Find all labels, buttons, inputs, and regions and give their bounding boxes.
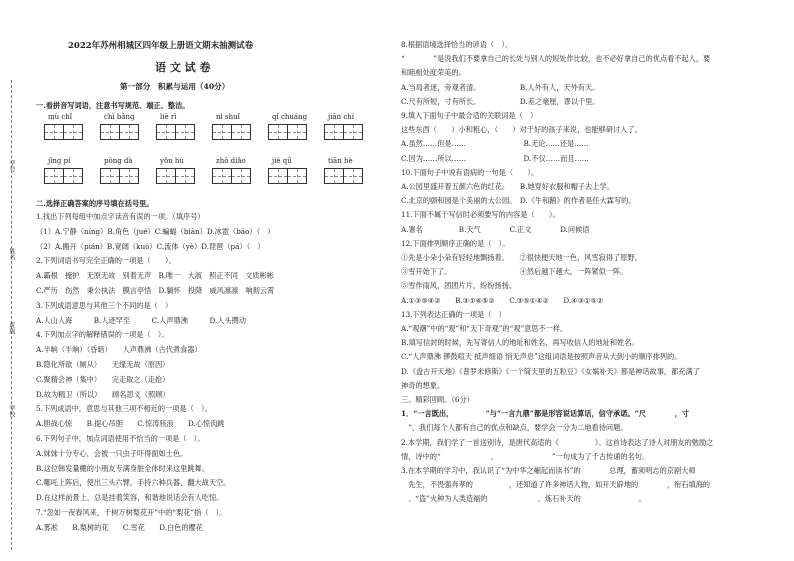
writing-box[interactable] [268,124,288,140]
section2-heading: 二.选择正确答案的序号填在括号里。 [36,199,154,208]
margin-label-school: 学校 [8,405,15,417]
question-line: 1.找出下列每组中加点字读音有误的一项。（填序号） [36,212,205,221]
question-line: B.填写信封的时候，先写寄信人的地址和姓名，再写收信人的地址和姓名。 [401,338,639,348]
question-line: （2）A.搬开（pián）B.宽阔（kuò）C.流体（yè）D.琵琶（pá）（ ） [36,241,265,251]
question-line: 9.填入下面句子中最合适的关联词是（ ） [401,111,538,120]
question-line: ③雪开始下了。 ④然后越下越大，一阵紧似一阵。 [401,267,628,277]
writing-box[interactable] [119,124,139,140]
question-line: 2.本学期，我们学了一首送别诗，是唐代高适的《 》。这首诗表达了诗人对朋友的勉励之 [401,437,714,447]
question-line: A.公园里盛开着五颜六色的红花。 B.她穿好衣服和帽子去上学。 [401,182,614,191]
question-line: A.“观潮”中的“观”和“天下奇观”的“观”意思不一样。 [401,324,568,333]
writing-box[interactable] [100,168,120,184]
margin-label-name: 姓名 [8,248,15,260]
pinyin-label: yǒn hù [160,157,184,165]
writing-box[interactable] [231,124,251,140]
question-line: 7.“忽如一夜春风来，千树万树梨花开”中的“梨花”指（ ）。 [36,508,227,517]
writing-box[interactable] [324,168,344,184]
writing-box[interactable] [119,168,139,184]
writing-box[interactable] [343,168,363,184]
pinyin-label: nì shuǐ [216,113,240,121]
pinyin-label: zhǒ diǎo [216,157,246,165]
question-line: A.雾凇 B.梨树的花 C.雪花 D.白色的樱花 [36,522,203,532]
question-line: D.故为精卫（所以） 顾名思义（照顾） [36,389,170,399]
question-line: 11.下面不属于写信时必须要写的内容是（ ）。 [401,210,560,220]
binding-line [11,80,12,550]
question-line: A.霸根 掩护 无原无故 别着无声 B.唯一 大淑 照正不同 文质彬彬 [36,271,274,281]
question-line: 6.下列句子中，加点词语使用不恰当的一项是（ ）。 [36,434,205,443]
question-line: 1．“一言既出， ”与“一言九鼎”都是形容说话算话，信守承诺。“尺 ，寸 [401,409,718,419]
writing-box[interactable] [63,124,83,140]
question-line: 情，诗中的“ ， ”一句成为了千古传诵的名句。 [401,451,650,461]
question-line: “ ”是说我们不要拿自己的长处与别人的短处作比较，也不必好拿自己的优点看不起人，要 [401,54,711,64]
question-line: 10.下面句子中说有语病的一句是（ ）。 [401,167,539,177]
part-heading: 第一部分 积累与运用（40分） [120,82,230,91]
writing-box[interactable] [175,168,195,184]
pinyin-label: jiān chí [328,113,354,121]
writing-box[interactable] [175,124,195,140]
question-line: C.“人声鼎沸 锣鼓喧天 抵声细语 悄无声息”这组词语是按照声音从大到小的顺序排列的。 [401,352,682,362]
margin-label-class: 班级 [8,322,15,334]
pinyin-label: qǐ chuáng [272,113,308,121]
pinyin-label: liè rì [160,113,177,121]
writing-box[interactable] [287,168,307,184]
question-line: A.人山人海 B.人迹罕至 C.人声鼎沸 D.人头攒动 [36,315,247,325]
question-line: A.妹妹十分专心，会被一只虫子吓得面如土色。 [36,448,188,458]
pinyin-label: chì bǎng [104,113,135,121]
question-line: A.署名 B.天气 C.正文 D.问候语 [401,224,590,234]
question-line: 8.根据语境选择恰当的谚语（ ）。 [401,40,513,49]
question-line: （1）A.宁静（níng）B.角色（jué）C.蝙蝠（biān）D.冰雹（báo）（ ） [36,226,275,236]
exam-subtitle: 语 文 试 卷 [155,61,211,74]
question-line: D.在这样前景上，总是挂着笑容，和谐地说话会有人吃惊。 [36,493,224,503]
question-line: A.当局者迷，旁观者清。 B.人外有人，天外有天。 [401,82,600,92]
question-line: C.尺有所短，寸有所长。 D.差之毫厘，谬以千里。 [401,96,600,106]
margin-label-student-id: 学号 [8,160,15,172]
writing-box[interactable] [156,124,176,140]
question-line: D.《盘古开天地》《普罗米修斯》《一个简天里的五粒豆》《女娲补天》都是神话故事，都充满了 [401,366,700,376]
writing-box[interactable] [63,168,83,184]
question-line: A.半晌（半晌）（昏暗） 人声鼎沸（古代煮食器） [36,345,202,355]
pinyin-label: jié qū [272,157,292,165]
writing-box[interactable] [44,124,64,140]
question-line: 神奇的想象。 [401,380,445,390]
question-line: 先生，不畏强奔孝的 ，还知道了许多神话人物，如开天辟地的 ，衔石填海的 [401,480,732,490]
question-line: C.聚精会神（集中） 完走取之（走抢） [36,374,170,384]
question-line: A.虽然……但是…… B.无论……还是…… [401,139,589,149]
question-line: B.这位韩发量棚的小朋友专满身脏全体时来这里跳舞。 [36,463,209,473]
question-line: 3.在本学期的学习中，我认识了“为中华之崛起而读书”的 总理，蓄须明志的京剧大师 [401,466,718,475]
question-line: 4.下列加点字的解释错误的一项是（ ）。 [36,330,169,340]
question-line: C.因为……所以…… D.不仅……而且…… [401,153,589,163]
pinyin-label: pǒng dà [104,157,133,165]
question-line: B.隐化所欲（厕从） 无缘无故（原因） [36,360,170,369]
question-line: C.北京的颐和园是个美丽的大公园。 D.《牛和鹅》的作者是任大霖写的。 [401,196,636,206]
question-line: ⑤雪作雨风，团团片片，纷纷扬扬。 [401,281,517,291]
writing-box[interactable] [268,168,288,184]
question-line: 12.下面排列顺序正确的是（ ）。 [401,238,510,248]
question-line: 、“盗”火种为人类造福的 、炼石补天的 。 [401,494,646,504]
writing-box[interactable] [324,124,344,140]
question-line: 3.下列成语意思与其他三个不同的是（ ） [36,300,173,310]
section1-heading: 一.看拼音写词语，注意书写规范、端正、整洁。 [36,101,190,110]
question-line: C.严历 伤然 秉公执法 膜言亭悟 D.躺怀 投降 威风凛凛 响彻云霄 [36,286,275,295]
pinyin-label: mù chǐ [48,113,73,121]
writing-box[interactable] [287,124,307,140]
writing-box[interactable] [212,124,232,140]
question-line: 2.下列词语书写完全正确的一项是（ ）。 [36,256,176,266]
question-line: 13.下列表达正确的一项是（ ） [401,309,506,319]
question-line: 和睦相处度荣美的。 [401,68,466,78]
writing-box[interactable] [231,168,251,184]
writing-box[interactable] [343,124,363,140]
writing-box[interactable] [212,168,232,184]
question-line: 三、精彩回顾。（6分） [401,395,474,404]
pinyin-label: tiān hè [328,157,353,165]
question-line: A.①③⑤④② B.③①④⑤② C.③⑤①④② D.④③①⑤② [401,295,604,305]
question-line: 5.下列成语中，意思与其他三项不相近的一项是（ ）。 [36,404,212,414]
writing-box[interactable] [100,124,120,140]
pinyin-label: jīng pí [48,157,71,165]
question-line: ①先是小朵小朵有轻轻地飘扬着。 ②很快便天地一色，风雪寂得了原野。 [401,253,642,262]
question-line: C.哪吒上阵后，使出三头六臂，手持六种兵器，翻大战天空。 [36,478,231,488]
writing-box[interactable] [156,168,176,184]
exam-title: 2022年苏州相城区四年级上册语文期末抽测试卷 [68,41,254,51]
question-line: A.胆战心惊 B.提心吊胆 C.惊涛骇浪 D.心惊肉跳 [36,419,225,429]
question-line: ”，我们每个人都有自己的优点和缺点，要学会一分为二地看待问题。 [401,423,628,433]
writing-box[interactable] [44,168,64,184]
question-line: 这些东西（ ）小和粗心，（ ）对于好的孩子来说，也能够研讨入了。 [401,125,642,135]
